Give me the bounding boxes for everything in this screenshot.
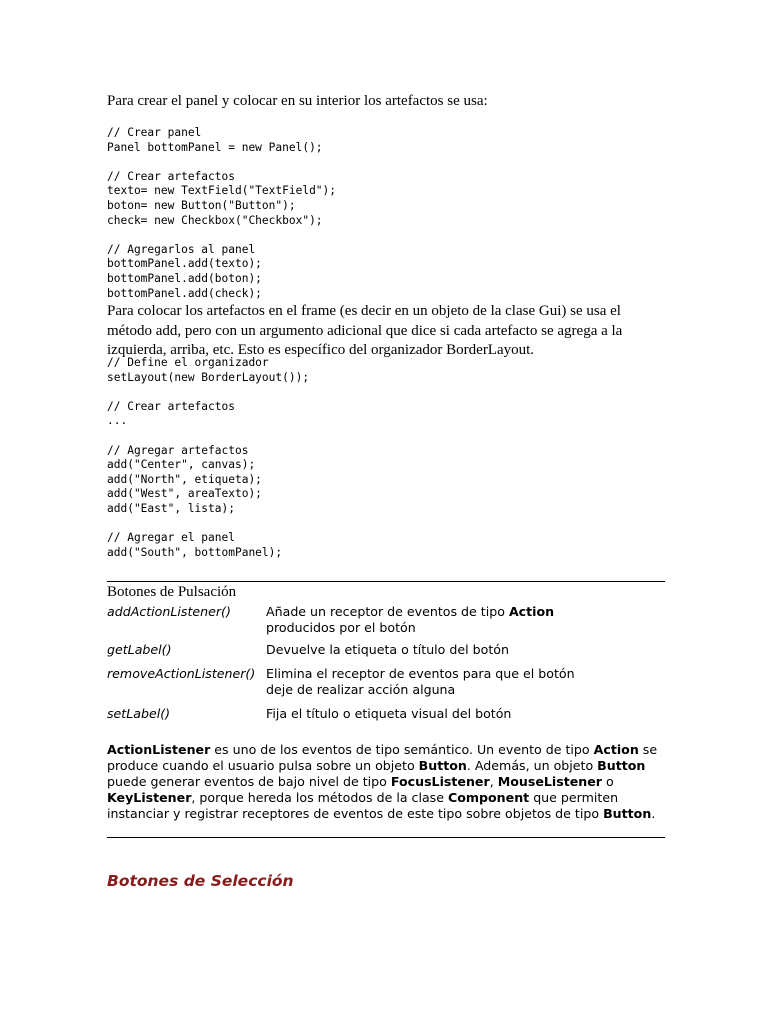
paragraph-text: . Además, un objeto bbox=[466, 758, 598, 773]
method-name: removeActionListener() bbox=[107, 666, 256, 681]
method-description: Devuelve la etiqueta o título del botón bbox=[266, 642, 509, 657]
keyword: KeyListener bbox=[107, 790, 192, 805]
keyword: FocusListener bbox=[390, 774, 490, 789]
paragraph-text: . bbox=[651, 806, 656, 821]
keyword: Action bbox=[593, 742, 639, 757]
table-top-rule bbox=[107, 581, 665, 582]
keyword: Button bbox=[603, 806, 652, 821]
keyword: Component bbox=[448, 790, 530, 805]
method-name: setLabel() bbox=[107, 706, 171, 721]
method-name: getLabel() bbox=[107, 642, 172, 657]
action-listener-paragraph bbox=[107, 742, 667, 822]
method-description bbox=[266, 666, 596, 698]
table-bottom-rule bbox=[107, 837, 665, 838]
keyword: Button bbox=[597, 758, 646, 773]
method-name: addActionListener() bbox=[107, 604, 231, 619]
method-description-keyword: Action bbox=[508, 604, 555, 619]
border-layout-paragraph: Para colocar los artefactos en el frame (es decir en un objeto de la clase Gui) se usa el método add, pero con un argumento adicional que dice si cada artefacto se agrega a la izquierda, arriba, etc. Esto es específico del organizador BorderLayout. bbox=[107, 303, 623, 358]
paragraph-text: o bbox=[602, 774, 614, 789]
section-heading: Botones de Selección bbox=[107, 872, 294, 890]
table-title: Botones de Pulsación bbox=[107, 584, 237, 600]
paragraph-text: , porque hereda los métodos de la clase bbox=[191, 790, 448, 805]
method-description-text: Elimina el receptor de eventos para que el botón bbox=[266, 666, 575, 681]
code-block-border-layout: // Define el organizador setLayout(new BorderLayout()); // Crear artefactos ... // Agregar artefactos add("Center", canvas); add("North", etiqueta); add("West", areaTexto); add("East", lista); // Agregar el panel add("South", bottomPanel); bbox=[107, 356, 310, 559]
paragraph-text: , bbox=[489, 774, 498, 789]
method-description-text: deje de realizar acción alguna bbox=[266, 682, 456, 697]
method-description: Fija el título o etiqueta visual del botón bbox=[266, 706, 512, 721]
keyword: MouseListener bbox=[497, 774, 603, 789]
paragraph-text: es uno de los eventos de tipo semántico. Un evento de tipo bbox=[210, 742, 594, 757]
paragraph-text: se produce cuando el usuario pulsa sobre un objeto bbox=[107, 742, 658, 773]
paragraph-text: que permiten instanciar y registrar receptores de eventos de este tipo sobre objetos de tipo bbox=[107, 790, 619, 821]
keyword: ActionListener bbox=[107, 742, 211, 757]
keyword: Button bbox=[418, 758, 467, 773]
method-description bbox=[266, 604, 596, 636]
paragraph-text: puede generar eventos de bajo nivel de tipo bbox=[107, 774, 391, 789]
method-description-text: Añade un receptor de eventos de tipo bbox=[266, 604, 509, 619]
intro-paragraph: Para crear el panel y colocar en su interior los artefactos se usa: bbox=[107, 93, 488, 109]
code-block-panel: // Crear panel Panel bottomPanel = new Panel(); // Crear artefactos texto= new TextField("TextField"); boton= new Button("Button"); check= new Checkbox("Checkbox"); // Agregarlos al panel bottomPanel.add(texto); bottomPanel.add(boton); bottomPanel.add(check); bbox=[107, 126, 337, 300]
method-description-text: producidos por el botón bbox=[266, 620, 416, 635]
